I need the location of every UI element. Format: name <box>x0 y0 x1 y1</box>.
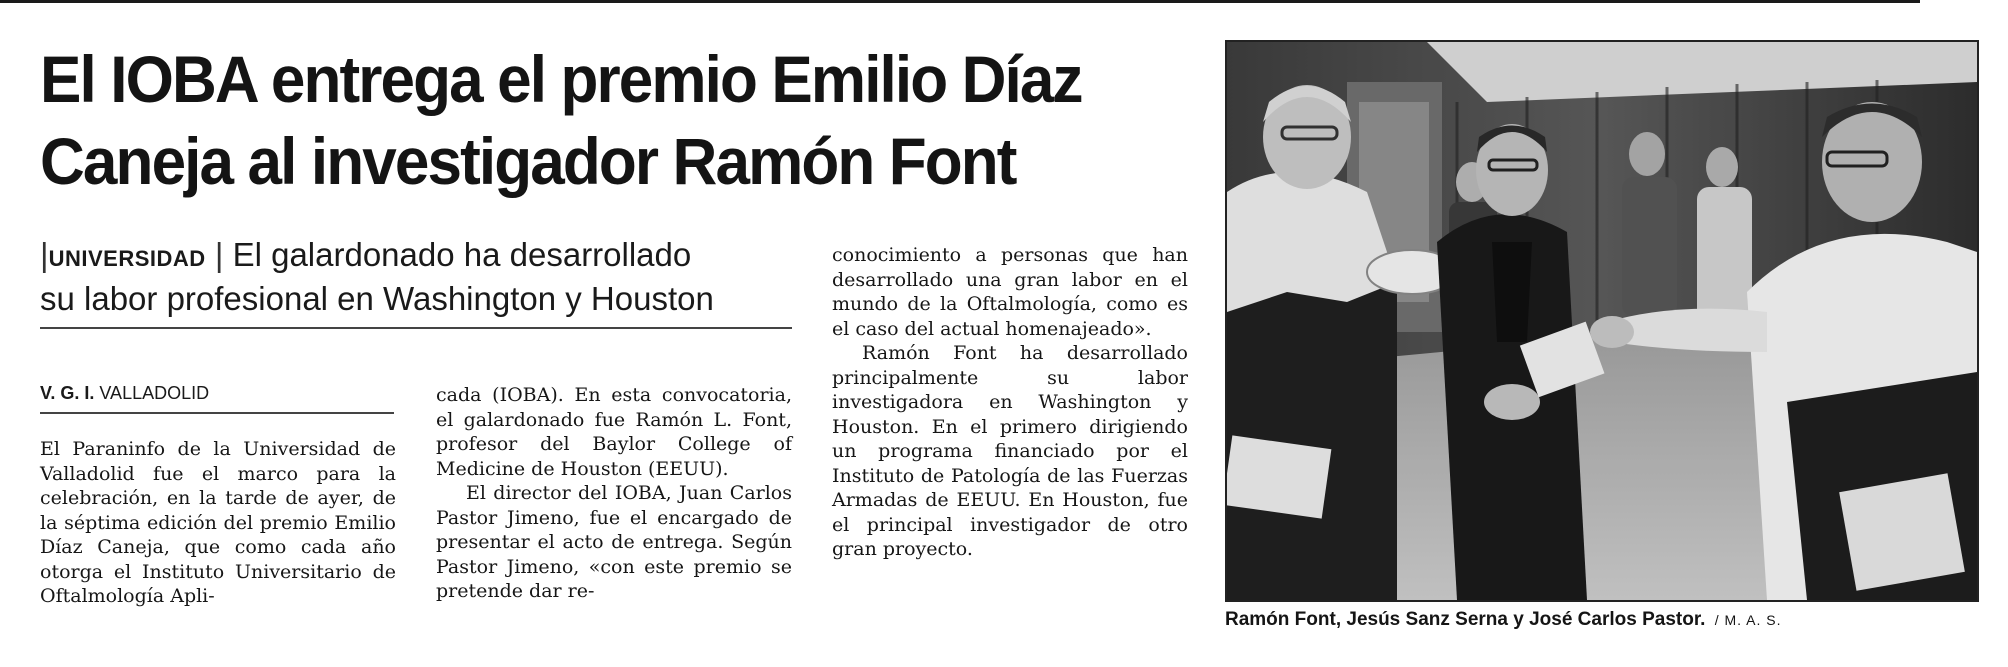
body-column-2 <box>436 383 792 604</box>
headline-line-1: El IOBA entrega el premio Emilio Díaz <box>40 42 1082 116</box>
byline <box>40 383 394 414</box>
ceremony-photo-illustration <box>1227 42 1977 600</box>
body-paragraph: El director del IOBA, Juan Carlos Pastor Jimeno, fue el encargado de presentar el acto de entrega. Según Pastor Jimeno, «con este premio se pretende dar re- <box>436 482 792 602</box>
top-rule <box>0 0 1920 3</box>
subhead-divider <box>40 327 792 329</box>
section-tag: UNIVERSIDAD <box>48 246 206 271</box>
body-paragraph: El Paraninfo de la Universidad de Valladolid fue el marco para la celebración, en la tarde de ayer, de la séptima edición del premio Emilio Díaz Caneja, que como cada año otorga el Instituto Universitario de Oftalmología Apli- <box>40 438 396 607</box>
body-paragraph: conocimiento a personas que han desarrollado una gran labor en el mundo de la Oftalmología, como es el caso del actual homenajeado». <box>832 244 1188 340</box>
body-paragraph: Ramón Font ha desarrollado principalmente su labor investigadora en Washington y Houston. En el primero dirigiendo un programa financiado por el Instituto de Patología de las Fuerzas Armadas de EEUU. En Houston, fue el principal investigador de otro gran proyecto. <box>832 342 1188 560</box>
headline <box>40 38 1130 202</box>
headline-line-2: Caneja al investigador Ramón Font <box>40 124 1016 198</box>
body-column-1 <box>40 437 396 609</box>
byline-location: VALLADOLID <box>99 383 210 403</box>
byline-author: V. G. I. <box>40 383 95 403</box>
photo-caption <box>1225 609 1985 631</box>
subheadline: |UNIVERSIDAD | El galardonado ha desarrollado su labor profesional en Washington y Houston <box>40 236 714 317</box>
news-photo <box>1225 40 1979 602</box>
body-column-3 <box>832 243 1188 562</box>
subhead-line-1: El galardonado ha desarrollado <box>232 236 692 273</box>
caption-text: Ramón Font, Jesús Sanz Serna y José Carlos Pastor. <box>1225 609 1706 630</box>
photo-credit: / M. A. S. <box>1714 612 1782 628</box>
body-paragraph: cada (IOBA). En esta convocatoria, el galardonado fue Ramón L. Font, profesor del Baylor College of Medicine de Houston (EEUU). <box>436 384 792 480</box>
subhead-line-2: su labor profesional en Washington y Houston <box>40 280 714 317</box>
